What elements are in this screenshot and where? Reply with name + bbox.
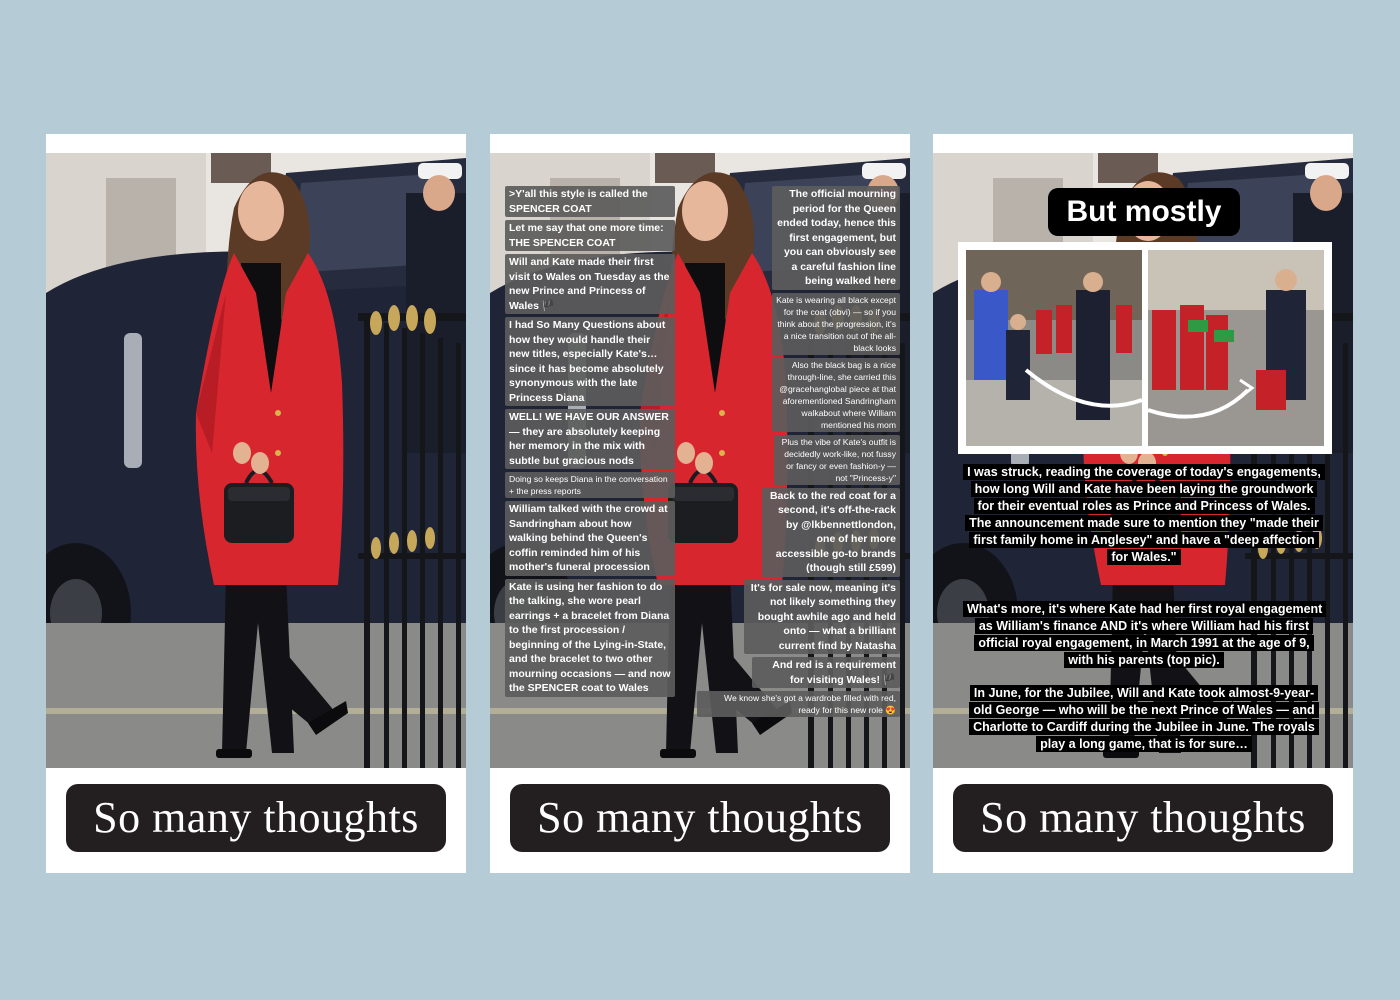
headline-pill: But mostly bbox=[1048, 188, 1240, 236]
will-kate-2022-photo bbox=[1148, 250, 1324, 446]
note-sticker: And red is a requirement for visiting Wales! 🏴 bbox=[752, 657, 900, 688]
left-notes-column bbox=[505, 186, 675, 697]
caption-pill: So many thoughts bbox=[66, 784, 446, 852]
note-sticker: >Y'all this style is called the SPENCER COAT bbox=[505, 186, 675, 217]
story-card-2 bbox=[490, 134, 910, 873]
kate-red-coat-photo bbox=[46, 153, 466, 768]
story-card-3 bbox=[933, 134, 1353, 873]
note-sticker: It's for sale now, meaning it's not likely something they bought awhile ago and held onto — what a brilliant current find by Natasha bbox=[744, 580, 900, 655]
archive-1991-photo bbox=[966, 250, 1142, 446]
story-card-1 bbox=[46, 134, 466, 873]
note-sticker: Doing so keeps Diana in the conversation + the press reports bbox=[505, 472, 675, 498]
note-sticker: We know she's got a wardrobe filled with red, ready for this new role 😍 bbox=[697, 691, 900, 717]
note-sticker: Back to the red coat for a second, it's off-the-rack by @lkbennettlondon, one of her more accessible go-to brands (though still £599) bbox=[762, 488, 900, 577]
note-sticker: I had So Many Questions about how they would handle their new titles, especially Kate's…since it has become absolutely synonymous with the late Princess Diana bbox=[505, 317, 675, 406]
paragraph-block: I was struck, reading the coverage of today's engagements, how long Will and Kate have been laying the groundwork for their eventual roles as Prince and Princess of Wales. The announcement made sure to mention they "made their first family home in Anglesey" and have a "deep affection for Wales." bbox=[963, 464, 1325, 566]
note-sticker: Will and Kate made their first visit to Wales on Tuesday as the new Prince and Princess of Wales 🏴 bbox=[505, 254, 675, 314]
kate-red-coat-photo bbox=[490, 153, 910, 768]
note-sticker: The official mourning period for the Queen ended today, hence this first engagement, but you can obviously see a careful fashion line being walked here bbox=[772, 186, 900, 290]
caption-pill: So many thoughts bbox=[510, 784, 890, 852]
right-notes-column bbox=[690, 186, 900, 717]
note-sticker: Kate is using her fashion to do the talking, she wore pearl earrings + a bracelet from Diana to the first procession / beginning of the Lying-in-State, and the bracelet to two other mourning occasions — and now the SPENCER coat to Wales bbox=[505, 579, 675, 697]
note-sticker: WELL! WE HAVE OUR ANSWER — they are absolutely keeping her memory in the mix with subtle but gracious nods bbox=[505, 409, 675, 469]
photo-collage bbox=[958, 242, 1332, 454]
note-sticker: William talked with the crowd at Sandringham about how walking behind the Queen's coffin reminded him of his mother's funeral procession bbox=[505, 501, 675, 576]
note-sticker: Plus the vibe of Kate's outfit is decidedly work-like, not fussy or fancy or even fashion-y — not "Princess-y" bbox=[774, 435, 900, 485]
note-sticker: Also the black bag is a nice through-line, she carried this @gracehanglobal piece at that aforementioned Sandringham walkabout where William mentioned his mom bbox=[772, 358, 900, 432]
caption-pill: So many thoughts bbox=[953, 784, 1333, 852]
paragraph-block: What's more, it's where Kate had her first royal engagement as William's finance AND it's where William had his first official royal engagement, in March 1991 at the age of 9, with his parents (top pic). bbox=[963, 601, 1325, 669]
note-sticker: Kate is wearing all black except for the coat (obvi) — so if you think about the progression, it's a nice transition out of the all-black looks bbox=[772, 293, 900, 355]
note-sticker: Let me say that one more time: THE SPENCER COAT bbox=[505, 220, 675, 251]
paragraph-block: In June, for the Jubilee, Will and Kate took almost-9-year-old George — who will be the next Prince of Wales — and Charlotte to Cardiff during the Jubilee in June. The royals play a long game, that is for sure… bbox=[963, 685, 1325, 753]
